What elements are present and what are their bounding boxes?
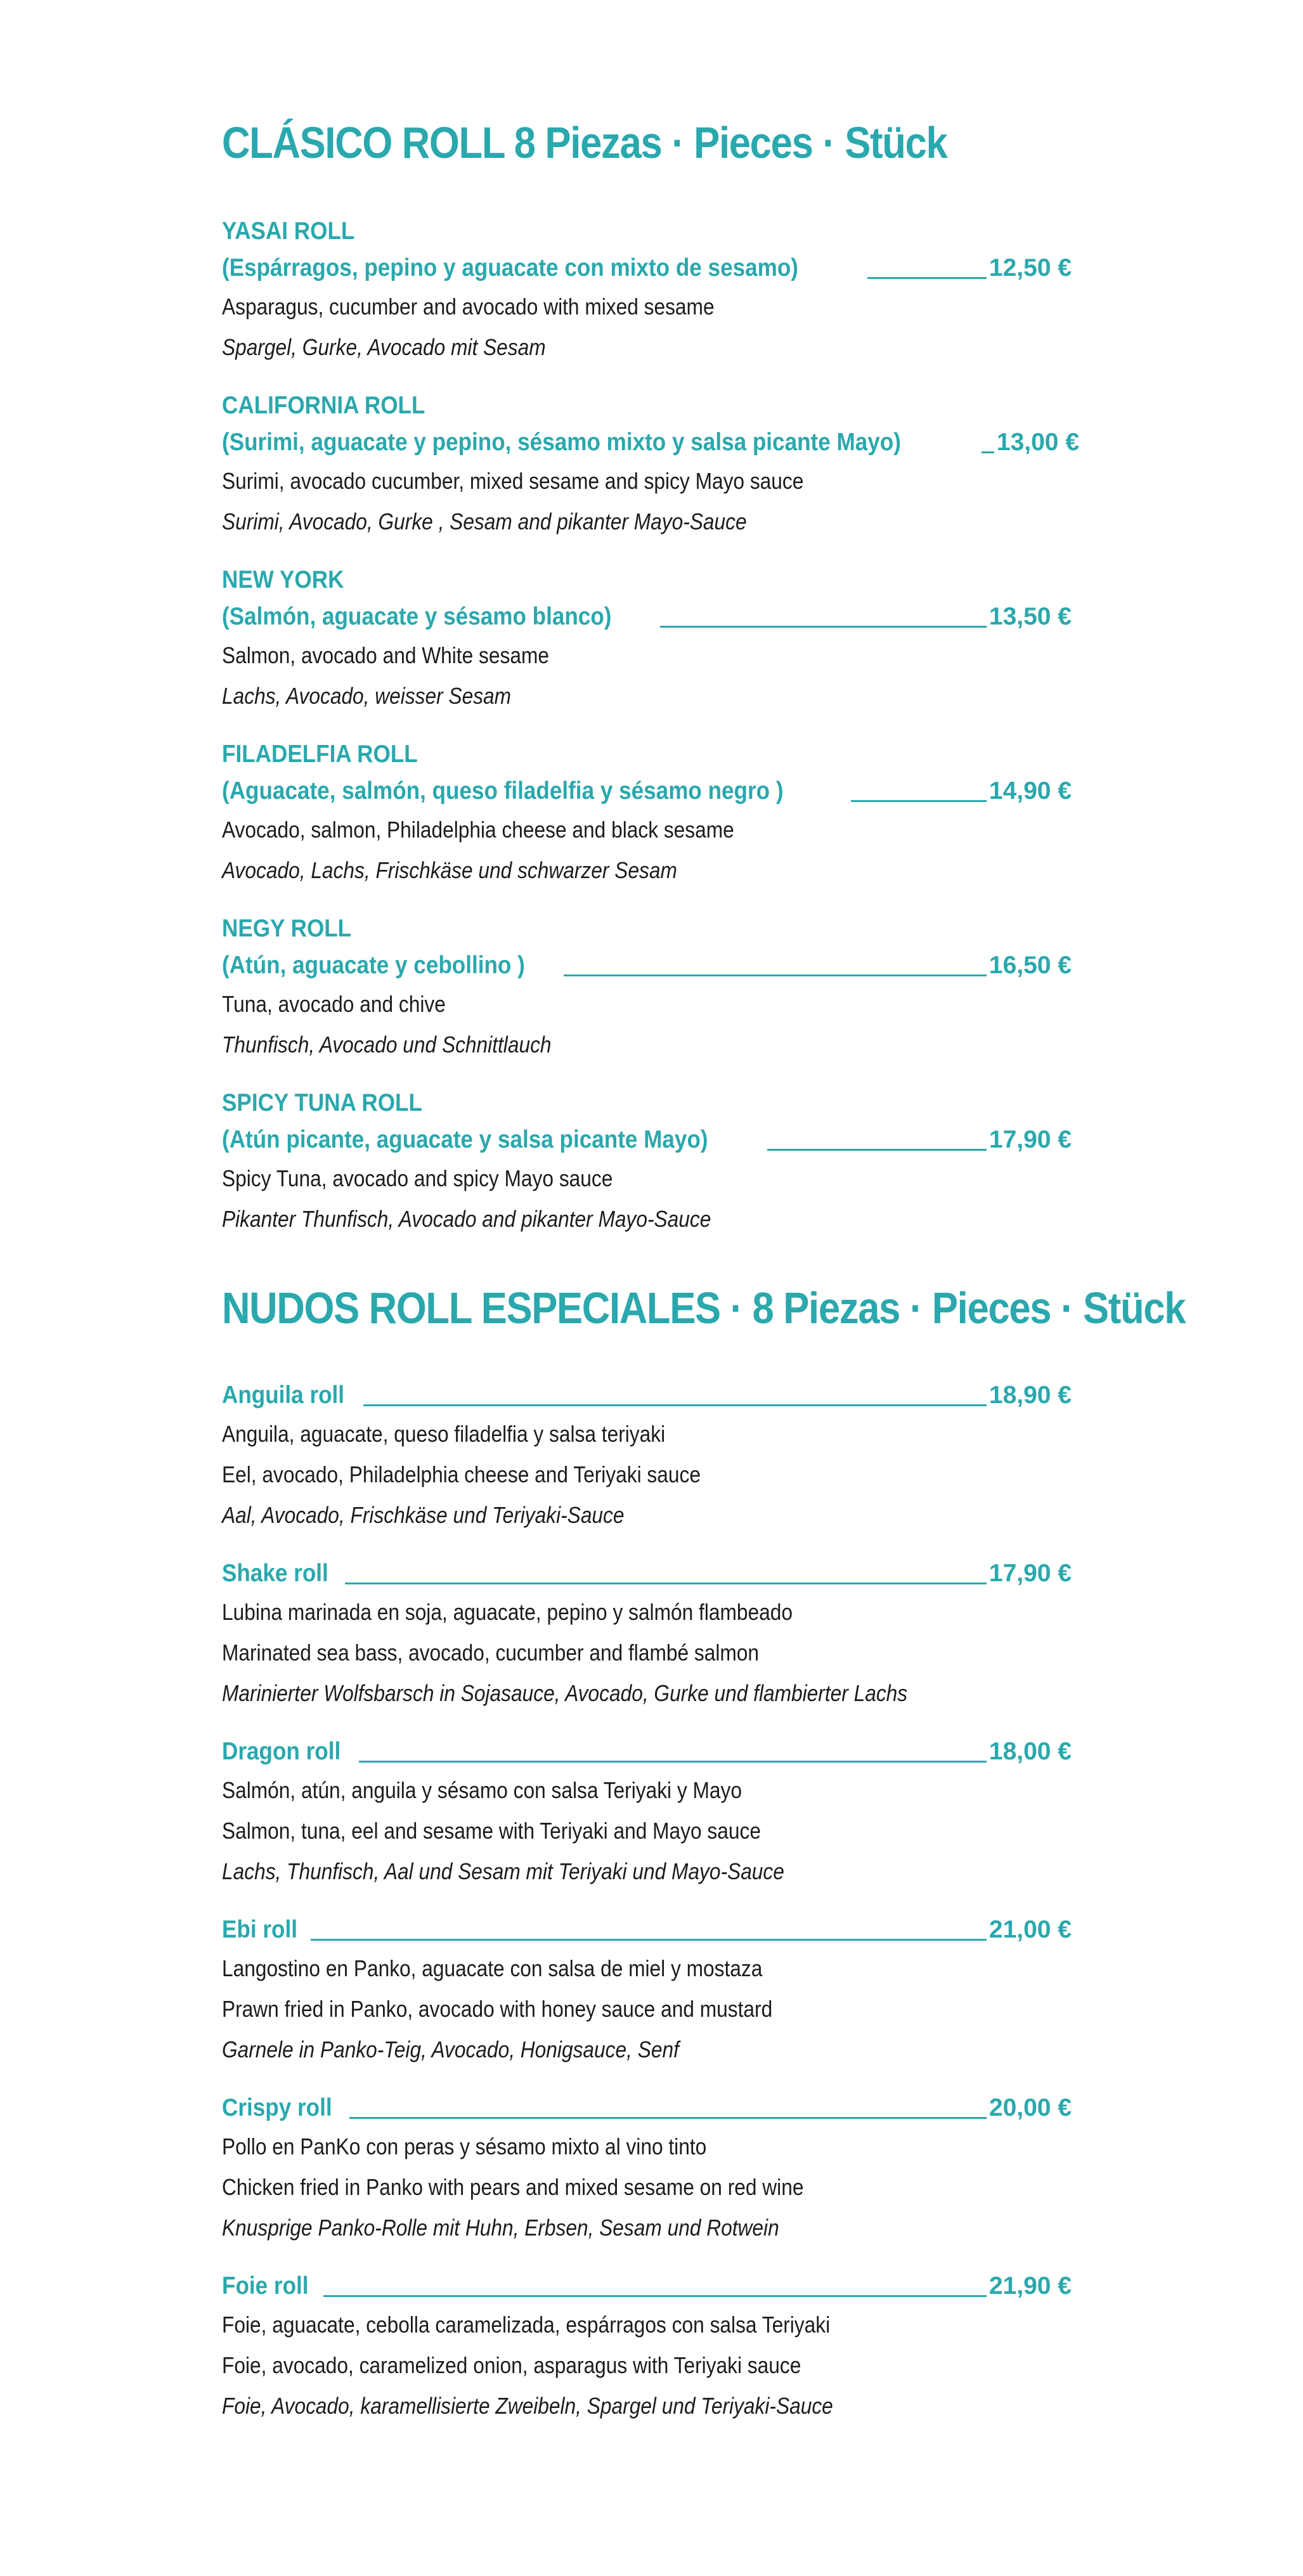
- item-german-description: Knusprige Panko-Rolle mit Huhn, Erbsen, Sesam und Rotwein: [222, 2215, 779, 2241]
- item-german-description: Aal, Avocado, Frischkäse und Teriyaki-Sauce: [222, 1502, 625, 1528]
- section-nudos-roll-especiales: [222, 1283, 1186, 1333]
- section-clasico-roll: [222, 120, 1072, 165]
- dotted-leader: [660, 626, 987, 628]
- item-german-description: Marinierter Wolfsbarsch in Sojasauce, Avocado, Gurke und flambierter Lachs: [222, 1680, 908, 1706]
- dotted-leader: [867, 277, 987, 279]
- section-title: CLÁSICO ROLL 8 Piezas · Pieces · Stück: [222, 118, 947, 167]
- item-price: 14,90 €: [989, 777, 1072, 805]
- item-german-description: Avocado, Lachs, Frischkäse und schwarzer Sesam: [222, 857, 677, 883]
- menu-item-spicy-tuna-roll: [222, 1085, 1072, 1239]
- item-price: 17,90 €: [989, 1126, 1072, 1153]
- dotted-leader: [345, 1582, 986, 1584]
- item-price: 21,90 €: [989, 2272, 1072, 2300]
- dotted-leader: [359, 1761, 987, 1763]
- menu-item-negy-roll: [222, 910, 1072, 1065]
- dotted-leader: [982, 451, 994, 453]
- menu-item-yasai-roll: [222, 213, 1072, 368]
- item-german-description: Thunfisch, Avocado und Schnittlauch: [222, 1032, 552, 1058]
- item-spanish-description: (Salmón, aguacate y sésamo blanco): [222, 603, 612, 630]
- item-english-description: Marinated sea bass, avocado, cucumber and flambé salmon: [222, 1640, 760, 1666]
- item-german-description: Foie, Avocado, karamellisierte Zweibeln, Spargel und Teriyaki-Sauce: [222, 2393, 833, 2419]
- item-name: NEGY ROLL: [222, 915, 352, 942]
- item-price: 16,50 €: [989, 952, 1072, 979]
- item-price: 20,00 €: [989, 2094, 1072, 2121]
- dotted-leader: [767, 1149, 987, 1151]
- item-english-description: Surimi, avocado cucumber, mixed sesame and spicy Mayo sauce: [222, 468, 804, 494]
- item-english-description: Tuna, avocado and chive: [222, 991, 446, 1017]
- item-english-description: Salmon, tuna, eel and sesame with Teriyaki and Mayo sauce: [222, 1818, 761, 1844]
- item-price: 18,90 €: [989, 1382, 1072, 1409]
- item-spanish-description: (Espárragos, pepino y aguacate con mixto de sesamo): [222, 254, 798, 282]
- menu-item-anguila-roll: [222, 1377, 1072, 1536]
- item-price: 13,00 €: [996, 429, 1080, 456]
- item-english-description: Spicy Tuna, avocado and spicy Mayo sauce: [222, 1165, 613, 1191]
- menu-item-shake-roll: [222, 1555, 1072, 1714]
- item-name: Anguila roll: [222, 1382, 345, 1409]
- dotted-leader: [363, 1404, 987, 1406]
- item-price: 18,00 €: [989, 1738, 1072, 1765]
- menu-item-foie-roll: [222, 2268, 1072, 2426]
- item-name: SPICY TUNA ROLL: [222, 1089, 422, 1116]
- item-spanish-description: (Atún picante, aguacate y salsa picante Mayo): [222, 1126, 708, 1153]
- item-name: NEW YORK: [222, 566, 344, 593]
- item-english-description: Eel, avocado, Philadelphia cheese and Teriyaki sauce: [222, 1461, 701, 1487]
- menu-item-dragon-roll: [222, 1733, 1072, 1892]
- item-name: Shake roll: [222, 1560, 328, 1587]
- dotted-leader: [323, 2295, 987, 2297]
- dotted-leader: [349, 2117, 987, 2119]
- item-english-description: Salmon, avocado and White sesame: [222, 642, 549, 668]
- item-spanish-description: Pollo en PanKo con peras y sésamo mixto al vino tinto: [222, 2133, 707, 2159]
- item-spanish-description: Langostino en Panko, aguacate con salsa de miel y mostaza: [222, 1955, 763, 1981]
- item-spanish-description: (Aguacate, salmón, queso filadelfia y sésamo negro ): [222, 777, 784, 805]
- item-name: Foie roll: [222, 2272, 309, 2300]
- section-title: NUDOS ROLL ESPECIALES · 8 Piezas · Pieces · Stück: [222, 1283, 1186, 1333]
- item-english-description: Chicken fried in Panko with pears and mixed sesame on red wine: [222, 2174, 804, 2200]
- item-name: Crispy roll: [222, 2094, 332, 2121]
- item-english-description: Asparagus, cucumber and avocado with mixed sesame: [222, 294, 715, 320]
- dotted-leader: [851, 800, 987, 802]
- item-german-description: Surimi, Avocado, Gurke , Sesam and pikanter Mayo-Sauce: [222, 508, 747, 534]
- item-german-description: Pikanter Thunfisch, Avocado and pikanter Mayo-Sauce: [222, 1206, 711, 1232]
- menu-item-ebi-roll: [222, 1912, 1072, 2070]
- dotted-leader: [311, 1939, 987, 1941]
- item-german-description: Spargel, Gurke, Avocado mit Sesam: [222, 334, 546, 360]
- item-price: 13,50 €: [989, 603, 1072, 630]
- menu-item-crispy-roll: [222, 2090, 1072, 2248]
- item-name: CALIFORNIA ROLL: [222, 392, 425, 419]
- item-spanish-description: (Atún, aguacate y cebollino ): [222, 952, 525, 979]
- item-english-description: Avocado, salmon, Philadelphia cheese and black sesame: [222, 817, 734, 843]
- item-name: Ebi roll: [222, 1916, 297, 1943]
- item-spanish-description: (Surimi, aguacate y pepino, sésamo mixto y salsa picante Mayo): [222, 429, 901, 456]
- item-price: 21,00 €: [989, 1916, 1072, 1943]
- menu-item-new-york: [222, 562, 1072, 716]
- item-german-description: Garnele in Panko-Teig, Avocado, Honigsauce, Senf: [222, 2036, 679, 2062]
- item-english-description: Prawn fried in Panko, avocado with honey sauce and mustard: [222, 1996, 773, 2022]
- menu-item-filadelfia-roll: [222, 736, 1072, 891]
- item-german-description: Lachs, Avocado, weisser Sesam: [222, 683, 512, 709]
- item-name: Dragon roll: [222, 1738, 341, 1765]
- item-price: 12,50 €: [989, 254, 1072, 282]
- item-german-description: Lachs, Thunfisch, Aal und Sesam mit Teriyaki und Mayo-Sauce: [222, 1858, 784, 1884]
- menu-item-california-roll: [222, 387, 1080, 542]
- item-spanish-description: Anguila, aguacate, queso filadelfia y salsa teriyaki: [222, 1421, 666, 1447]
- item-price: 17,90 €: [989, 1560, 1072, 1587]
- dotted-leader: [564, 974, 987, 976]
- item-english-description: Foie, avocado, caramelized onion, asparagus with Teriyaki sauce: [222, 2352, 801, 2378]
- item-spanish-description: Lubina marinada en soja, aguacate, pepino y salmón flambeado: [222, 1599, 793, 1625]
- item-name: FILADELFIA ROLL: [222, 741, 418, 768]
- item-spanish-description: Foie, aguacate, cebolla caramelizada, espárragos con salsa Teriyaki: [222, 2312, 831, 2338]
- item-spanish-description: Salmón, atún, anguila y sésamo con salsa Teriyaki y Mayo: [222, 1777, 742, 1803]
- item-name: YASAI ROLL: [222, 217, 355, 245]
